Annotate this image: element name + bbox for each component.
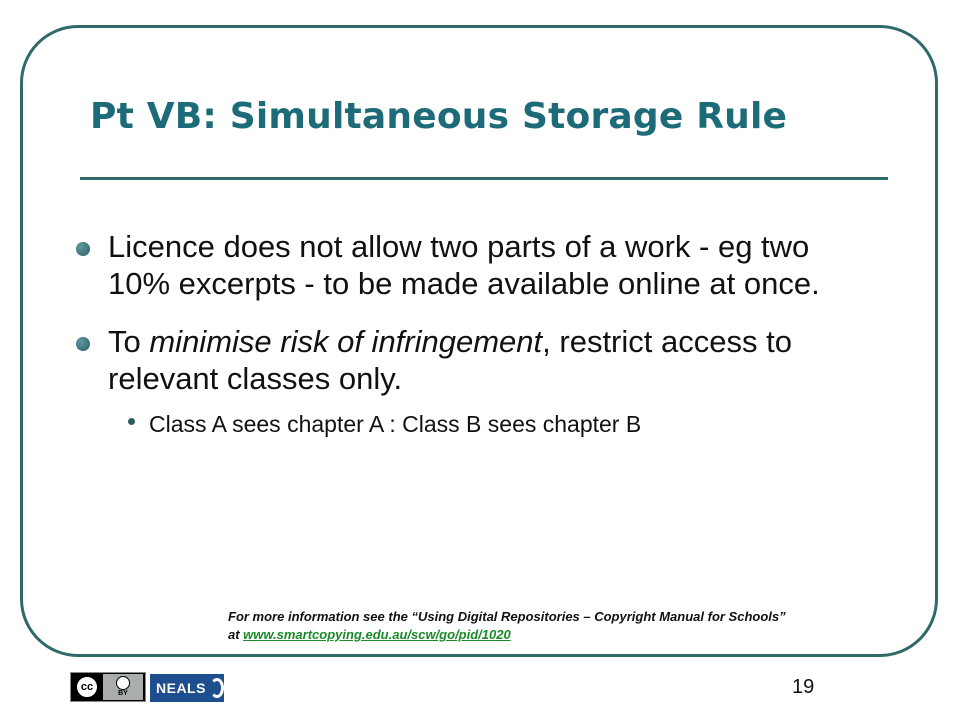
sub-bullet-dot-icon <box>128 418 135 425</box>
cc-icon: cc <box>75 675 99 699</box>
bullet-text-after: , restrict access to relevant classes only. <box>108 324 792 396</box>
bullet-list <box>70 228 850 439</box>
slide-title: Pt VB: Simultaneous Storage Rule <box>90 96 788 137</box>
bullet-item-minimise <box>70 323 850 397</box>
sub-bullet-item <box>70 409 850 439</box>
neals-logo <box>150 674 224 702</box>
sub-bullet-text: Class A sees chapter A : Class B sees chapter B <box>149 411 642 437</box>
person-icon <box>116 676 130 690</box>
neals-arc-icon <box>210 678 224 698</box>
by-label: BY <box>118 690 128 697</box>
info-note-link[interactable]: www.smartcopying.edu.au/scw/go/pid/1020 <box>243 627 511 642</box>
attribution-icon <box>103 674 143 700</box>
bullet-dot-icon <box>76 242 90 256</box>
bullet-text: Licence does not allow two parts of a work - eg two 10% excerpts - to be made available online at once. <box>108 229 820 301</box>
title-underline <box>80 177 888 180</box>
bullet-text-before: To <box>108 324 150 359</box>
info-note <box>228 608 788 644</box>
bullet-item-licence <box>70 228 850 302</box>
bullet-text-italic: minimise risk of infringement <box>149 324 543 359</box>
creative-commons-badge[interactable] <box>70 672 146 702</box>
neals-label: NEALS <box>156 680 206 696</box>
info-note-text: For more information see the “Using Digital Repositories – Copyright Manual for Schools” at <box>228 609 786 642</box>
bullet-dot-icon <box>76 337 90 351</box>
page-number: 19 <box>792 676 815 698</box>
